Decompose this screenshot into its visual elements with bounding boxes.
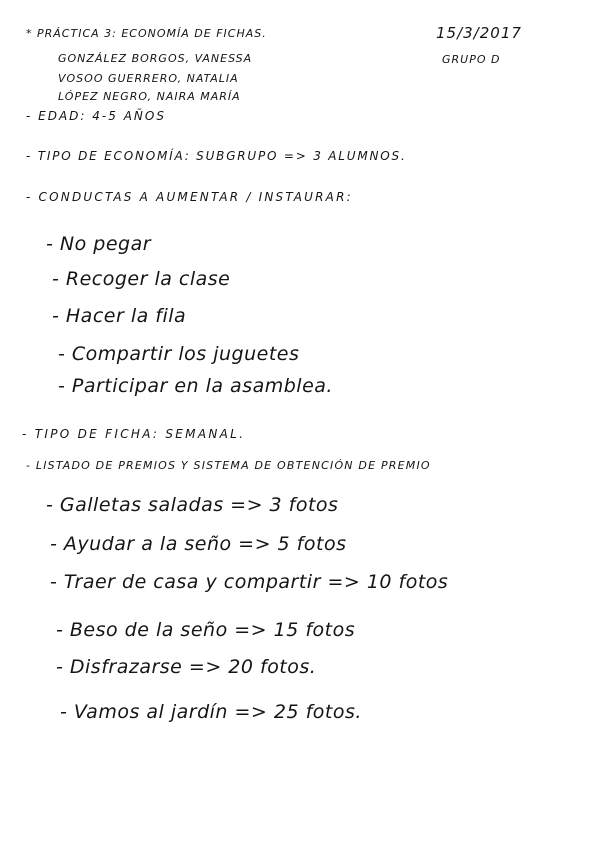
premio-item: - Vamos al jardín => 25 fotos.: [60, 701, 362, 723]
author-1: GONZÁLEZ BORGOS, VANESSA: [58, 52, 253, 65]
tipo-ficha-line: - TIPO DE FICHA: SEMANAL.: [22, 427, 246, 441]
premio-item: - Ayudar a la seño => 5 fotos: [50, 533, 347, 555]
author-2: VOSOO GUERRERO, NATALIA: [58, 72, 239, 85]
conductas-heading: - CONDUCTAS A AUMENTAR / INSTAURAR:: [26, 190, 353, 204]
conducta-item: - Recoger la clase: [52, 268, 231, 290]
conducta-item: - No pegar: [46, 233, 152, 255]
date: 15/3/2017: [436, 24, 522, 42]
group-label: GRUPO D: [442, 53, 501, 66]
conducta-item: - Compartir los juguetes: [58, 343, 300, 365]
edad-line: - EDAD: 4-5 AÑOS: [26, 109, 166, 123]
author-3: LÓPEZ NEGRO, NAIRA MARÍA: [58, 90, 241, 103]
premios-heading: - LISTADO DE PREMIOS Y SISTEMA DE OBTENCIÓN DE PREMIO: [26, 459, 431, 472]
conducta-item: - Hacer la fila: [52, 305, 187, 327]
premio-item: - Galletas saladas => 3 fotos: [46, 494, 339, 516]
premio-item: - Beso de la seño => 15 fotos: [56, 619, 356, 641]
tipo-economia-line: - TIPO DE ECONOMÍA: SUBGRUPO => 3 ALUMNOS.: [26, 149, 407, 163]
practice-title: * PRÁCTICA 3: ECONOMÍA DE FICHAS.: [26, 27, 267, 40]
premio-item: - Disfrazarse => 20 fotos.: [56, 656, 317, 678]
premio-item: - Traer de casa y compartir => 10 fotos: [50, 571, 449, 593]
conducta-item: - Participar en la asamblea.: [58, 375, 333, 397]
